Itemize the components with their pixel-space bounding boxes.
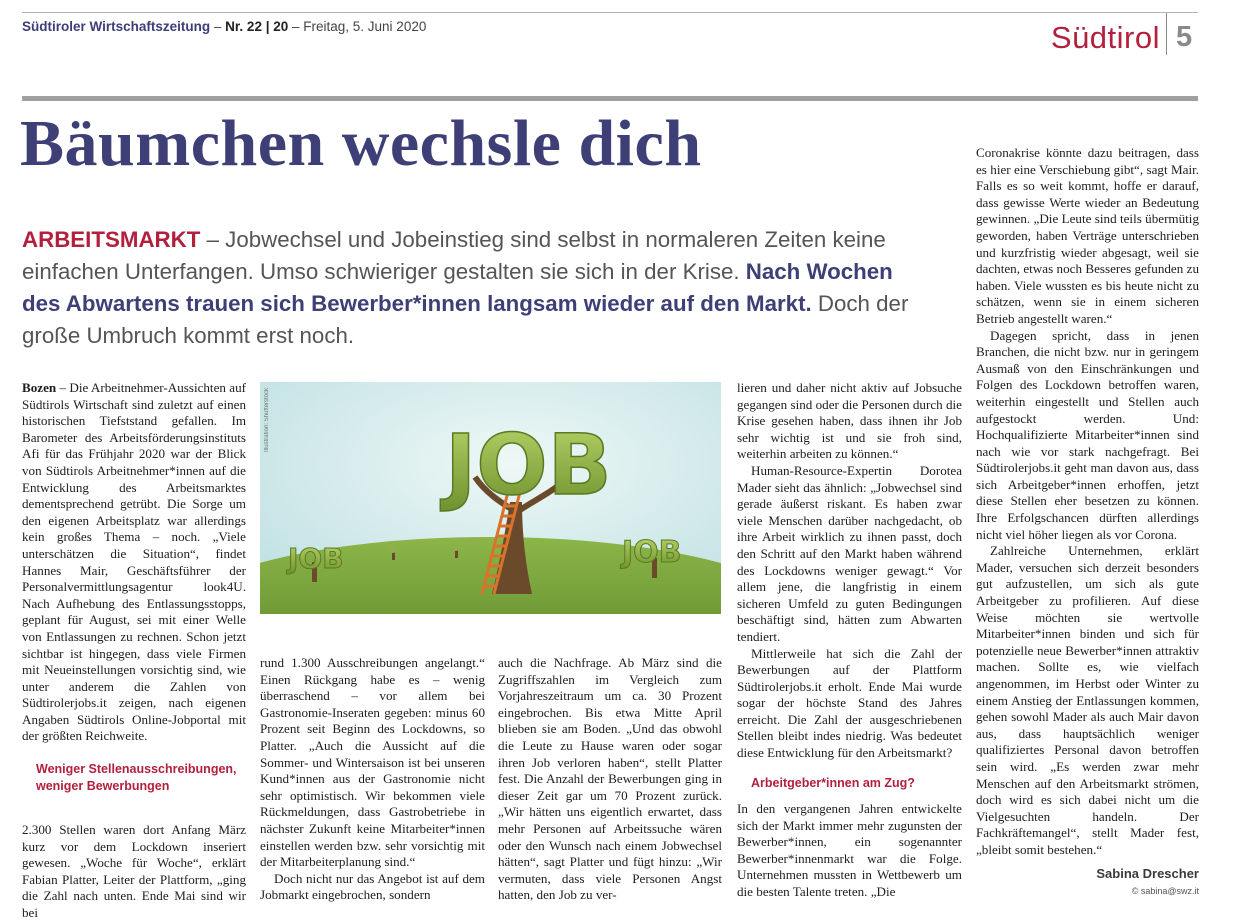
issue-number: Nr. 22 | 20 (225, 19, 289, 34)
body-paragraph-3-continued: auch die Nachfrage. Ab März sind die Zugriffszahlen im Vergleich zum Vorjahreszeitraum um ca. 30 Prozent eingebrochen. Bis etwa Mitte April blieben sie am Boden. „Und das obwohl die Leute zu Hause waren oder sogar ihren Job verloren haben“, stellt Platter fest. Die Anzahl der Bewerbungen ging in dieser Zeit gar um 70 Prozent zurück. „Wir hätten uns eigentlich erwartet, dass mehr Personen auf Arbeitssuche wären oder den Wunsch nach einem Jobwechsel hätten“, sagt Platter und fügt hinzu: „Wir vermuten, dass viele Personen Angst hatten, den Job zu ver- (498, 655, 722, 903)
body-paragraph-8: Zahlreiche Unternehmen, erklärt Mader, versuchen sich derzeit besonders gut aufzustellen, um sich als gute Arbeitgeber zu profilieren. Auf diese Weise möchten sie wertvolle Mitarbeiter*innen binden und sich für potenzielle neue Bewerber*innen attraktiv machen. Sollte es, wie vielfach angenommen, im Herbst oder Winter zu einem Anstieg der Entlassungen kommen, gehen sowohl Mader als auch Mair davon aus, dass hauptsächlich weniger qualifiziertes Personal davon betroffen sein wird. „Es werden zwar mehr Menschen auf den Arbeitsmarkt strömen, doch wird es sich dabei nicht um die Vielgesuchten handeln. Der Fachkräftemangel“, stellt Mader fest, „bleibt somit bestehen.“ (976, 543, 1199, 857)
masthead-separator: – (210, 19, 226, 34)
article-column-5 (976, 145, 1199, 859)
subheading-1: Weniger Stellenausschreibungen, weniger Bewerbungen (36, 762, 237, 793)
issue-date: Freitag, 5. Juni 2020 (303, 19, 427, 34)
masthead-separator: – (288, 19, 304, 34)
photo-credit: Illustration: Shutterstock (264, 388, 270, 453)
body-paragraph-2-continued: rund 1.300 Ausschreibungen angelangt.“ Einen Rückgang habe es – wenig überraschend – vor allem bei Gastronomie-Inseraten gegeben: minus 60 Prozent seit Beginn des Lockdowns, so Platter. „Auch die Aussicht auf die Sommer- und Wintersaison ist bei unseren Kund*innen aus der Gastronomie nicht sehr optimistisch. Wir bekommen viele Rückmeldungen, dass Gastrobetriebe in nächster Zukunft keine Mitarbeiter*innen einstellen werden bzw. sehr vorsichtig mit der Mitarbeiterplanung sind.“ (260, 655, 485, 870)
body-paragraph-1: – Die Arbeitnehmer-Aussichten auf Südtirols Wirtschaft sind zuletzt auf einen historischen Tiefststand gefallen. Im Barometer des Arbeitsförderungsinstituts Afi für das Frühjahr 2020 war der Blick von Südtirols Arbeitnehmer*innen auf die Entwicklung des Arbeitsmarktes dementsprechend getrübt. Die Sorge um den eigenen Arbeitsplatz war allerdings kein großes Thema – noch. „Viele unterschätzen die Situation“, findet Hannes Mair, Geschäftsführer der Personalvermittlungsagentur look4U. Nach Aufhebung des Entlassungsstopps, geplant für August, sei mit einer Welle von Entlassungen zu rechnen. Schon jetzt sichtbar ist hingegen, dass viele Firmen mit Neueinstellungen vorsichtig sind, wie unter anderem die Zahlen von Südtirolerjobs.it zeigen, nach eigenen Angaben Südtirols Online-Jobportal mit der größten Reichweite. (22, 380, 246, 744)
job-foliage-text: JOB (445, 416, 612, 514)
article-column-1-continued (22, 822, 246, 922)
lead-paragraph (22, 224, 922, 352)
lead-text-end: Doch der große Umbruch kommt erst noch. (22, 291, 909, 348)
page-number: 5 (1176, 21, 1193, 53)
body-paragraph-2: 2.300 Stellen waren dort Anfang März kurz vor dem Lockdown inseriert gewesen. „Woche für Woche“, erklärt Fabian Platter, Leiter der Plattform, „ging die Zahl nach unten. Ende Mai sind wir bei (22, 822, 246, 920)
body-paragraph-6: In den vergangenen Jahren entwickelte sich der Markt immer mehr zugunsten der Bewerber*innen, ein sogenannter Bewerber*innenmarkt war die Folge. Unternehmen mussten in Wettbewerb um die besten Talente treten. „Die (737, 801, 962, 899)
lead-bold-text: Nach Wochen des Abwartens trauen sich Bewerber*innen langsam wieder auf den Markt. (22, 259, 893, 316)
headline: Bäumchen wechsle dich (20, 107, 702, 180)
author-name: Sabina Drescher (1096, 866, 1199, 881)
header-rule (22, 96, 1198, 101)
subheading-2: Arbeitgeber*innen am Zug? (751, 775, 915, 790)
body-paragraph-3: Doch nicht nur das Angebot ist auf dem Jobmarkt eingebrochen, sondern (260, 870, 485, 903)
dateline-place: Bozen (22, 380, 57, 395)
body-paragraph-4: Human-Resource-Expertin Dorotea Mader sieht das ähnlich: „Jobwechsel sind gerade äußerst riskant. Es haben zwar viele Menschen darüber nachgedacht, ob ihre Arbeit wirklich zu ihnen passt, doch den Schritt auf den Markt haben während des Lockdowns weniger gewagt.“ Vor allem jene, die langfristig in einem sicheren Umfeld zu guten Bedingungen beschäftigt sind, hätten zum Abwarten tendiert. (737, 462, 962, 644)
lead-text: – Jobwechsel und Jobeinstieg sind selbst in normaleren Zeiten keine einfachen Unterfangen. Umso schwieriger gestalten sie sich in der Krise. (22, 227, 886, 284)
section-name: Südtirol (1050, 20, 1160, 55)
article-column-2 (260, 655, 485, 904)
lead-kicker: ARBEITSMARKT (22, 227, 201, 252)
small-job-text-right: JOB (622, 535, 682, 570)
section-divider (1166, 13, 1167, 55)
article-column-3 (498, 655, 722, 904)
small-job-text: JOB (288, 542, 344, 575)
publication-name: Südtiroler Wirtschaftszeitung (22, 19, 211, 34)
job-tree-illustration (260, 382, 721, 614)
author-email: © sabina@swz.it (1131, 886, 1199, 896)
body-paragraph-5: Mittlerweile hat sich die Zahl der Bewerbungen auf der Plattform Südtirolerjobs.it erholt. Ende Mai wurde sogar der höchste Stand des Jahres erreicht. Die Zahl der ausgeschriebenen Stellen bleibt indes niedrig. Was bedeutet diese Entwicklung für den Arbeitsmarkt? (737, 645, 962, 761)
body-paragraph-7: Dagegen spricht, dass in jenen Branchen, die nicht bzw. nur in geringem Ausmaß von den Einschränkungen und Folgen des Lockdown betroffen waren, weiterhin eingestellt und Stellen auch aufgestockt werden. Und: Hochqualifizierte Mitarbeiter*innen sind nach wie vor stark nachgefragt. Bei Südtirolerjobs.it geht man davon aus, dass sich Arbeitgeber*innen erhoffen, jetzt diese Stellen eher besetzen zu können. Ihre Erfolgschancen dürften allerdings nicht viel höher liegen als vor Corona. (976, 327, 1199, 542)
body-paragraph-3-end: lieren und daher nicht aktiv auf Jobsuche gegangen sind oder die Personen durch die Krise gesehen haben, dass ihnen ihr Job sehr wichtig ist und sie froh sind, weiterhin arbeiten zu können.“ (737, 380, 962, 462)
job-tree-svg (260, 382, 721, 614)
article-column-4 (737, 380, 962, 791)
article-column-4-continued (737, 801, 962, 901)
body-paragraph-6-continued: Coronakrise könnte dazu beitragen, dass es hier eine Verschiebung gibt“, sagt Mair. Falls es so weit kommt, hoffe er darauf, dass gewisse Werte wieder an Bedeutung gewinnen. „Die Leute sind teils übermütig geworden, haben Verträge unterschrieben und kurzfristig wieder abgesagt, weil sie dachten, etwas noch Besseres gefunden zu haben. Viele wussten es bis heute nicht zu schätzen, wenn sie in einem sicheren Betrieb angestellt waren.“ (976, 145, 1199, 326)
article-column-1 (22, 380, 246, 794)
masthead (22, 19, 426, 34)
top-rule (22, 12, 1198, 13)
